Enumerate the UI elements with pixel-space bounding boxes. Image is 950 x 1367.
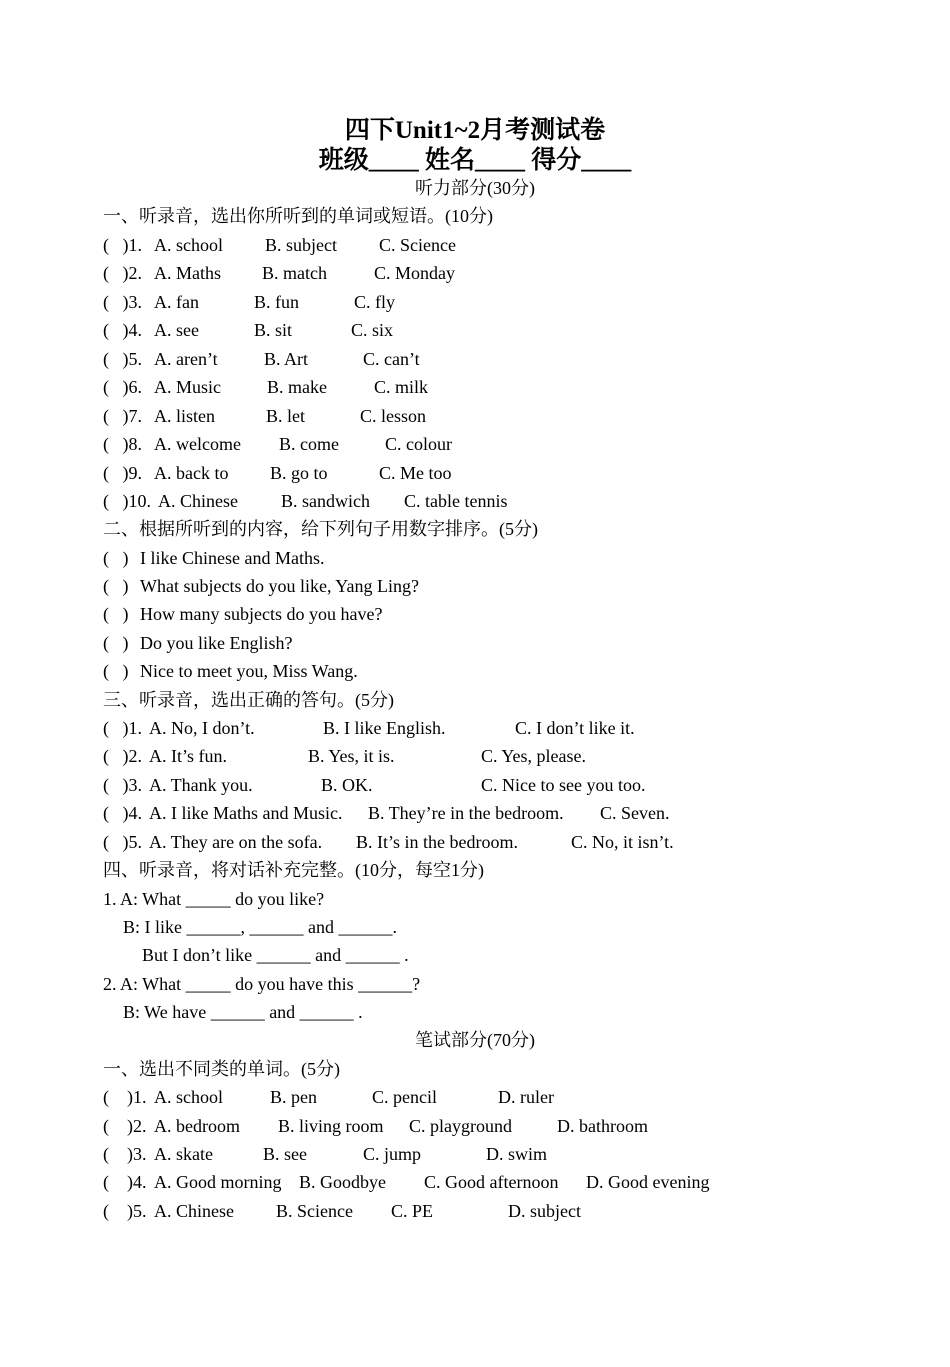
writing-section-heading: 笔试部分(70分) (415, 1030, 535, 1050)
option-c: C. lesson (360, 406, 427, 426)
option-a: A. Maths (154, 263, 221, 283)
option-b: B. I like English. (323, 718, 446, 738)
option-c: C. pencil (372, 1087, 437, 1107)
dialogue-line: 1. A: What _____ do you like? (103, 889, 325, 909)
option-a: A. No, I don’t. (149, 718, 255, 738)
answer-blank: ( ) (103, 661, 129, 681)
writing-part1-heading: 一、选出不同类的单词。(5分) (103, 1059, 340, 1079)
option-a: A. I like Maths and Music. (149, 803, 343, 823)
option-d: D. swim (486, 1144, 548, 1164)
question-number: ( )8. (103, 434, 142, 454)
option-c: C. PE (391, 1201, 434, 1221)
option-b: B. see (263, 1144, 307, 1164)
option-a: A. Chinese (154, 1201, 234, 1221)
option-a: A. They are on the sofa. (149, 832, 323, 852)
option-d: D. bathroom (557, 1116, 648, 1136)
question-number: ( )3. (103, 775, 142, 795)
option-b: B. OK. (321, 775, 373, 795)
option-b: B. Art (264, 349, 309, 369)
question-number: ( )4. (103, 320, 142, 340)
answer-blank: ( ) (103, 548, 129, 568)
question-number: ( )6. (103, 377, 142, 397)
question-number: ( )2. (103, 746, 142, 766)
option-c: C. Me too (379, 463, 452, 483)
option-a: A. listen (154, 406, 215, 426)
option-a: A. It’s fun. (149, 746, 227, 766)
answer-blank: ( ) (103, 576, 129, 596)
option-b: B. Yes, it is. (308, 746, 395, 766)
option-c: C. six (351, 320, 394, 340)
option-c: C. Good afternoon (424, 1172, 559, 1192)
option-c: C. fly (354, 292, 396, 312)
option-a: A. school (154, 235, 223, 255)
question-number: ( )10. (103, 491, 151, 511)
option-b: B. subject (265, 235, 337, 255)
option-b: B. living room (278, 1116, 384, 1136)
question-number: ( )1. (103, 718, 142, 738)
option-a: A. Music (154, 377, 221, 397)
option-b: B. match (262, 263, 327, 283)
option-a: A. skate (154, 1144, 213, 1164)
option-c: C. table tennis (404, 491, 508, 511)
option-c: C. Seven. (600, 803, 670, 823)
option-c: C. playground (409, 1116, 512, 1136)
question-number: ( )5. (103, 832, 142, 852)
question-number: ( )4. (103, 1172, 147, 1192)
dialogue-line: 2. A: What _____ do you have this ______? (103, 974, 421, 994)
exam-title: 四下Unit1~2月考测试卷 (344, 117, 606, 144)
question-number: ( )1. (103, 235, 142, 255)
option-b: B. Goodbye (299, 1172, 386, 1192)
question-number: ( )7. (103, 406, 142, 426)
option-a: A. Good morning (154, 1172, 282, 1192)
option-c: C. jump (363, 1144, 422, 1164)
listening-part4-heading: 四、听录音，将对话补充完整。(10分，每空1分) (103, 860, 484, 880)
dialogue-line: B: I like ______, ______ and ______. (123, 917, 397, 937)
listening-section-heading: 听力部分(30分) (415, 178, 535, 198)
listening-part3-heading: 三、听录音，选出正确的答句。(5分) (103, 690, 394, 710)
dialogue-line: But I don’t like ______ and ______ . (142, 945, 409, 965)
option-c: C. Nice to see you too. (481, 775, 646, 795)
answer-blank: ( ) (103, 604, 129, 624)
listening-part2-heading: 二、根据所听到的内容，给下列句子用数字排序。(5分) (103, 519, 538, 539)
option-b: B. fun (254, 292, 299, 312)
option-a: A. school (154, 1087, 223, 1107)
dialogue-line: B: We have ______ and ______ . (123, 1002, 363, 1022)
student-info-line: 班级____ 姓名____ 得分____ (318, 147, 632, 174)
option-c: C. I don’t like it. (515, 718, 635, 738)
option-b: B. let (266, 406, 305, 426)
option-b: B. sandwich (281, 491, 370, 511)
option-c: C. Monday (374, 263, 455, 283)
sentence-text: What subjects do you like, Yang Ling? (140, 576, 419, 596)
question-number: ( )2. (103, 1116, 147, 1136)
sentence-text: I like Chinese and Maths. (140, 548, 325, 568)
option-c: C. can’t (363, 349, 420, 369)
question-number: ( )5. (103, 349, 142, 369)
option-a: A. back to (154, 463, 229, 483)
option-d: D. ruler (498, 1087, 554, 1107)
option-a: A. Thank you. (149, 775, 253, 795)
option-b: B. It’s in the bedroom. (356, 832, 518, 852)
question-number: ( )4. (103, 803, 142, 823)
answer-blank: ( ) (103, 633, 129, 653)
sentence-text: Nice to meet you, Miss Wang. (140, 661, 358, 681)
option-c: C. colour (385, 434, 452, 454)
option-a: A. bedroom (154, 1116, 240, 1136)
option-c: C. milk (374, 377, 429, 397)
question-number: ( )3. (103, 292, 142, 312)
question-number: ( )2. (103, 263, 142, 283)
option-c: C. Yes, please. (481, 746, 587, 766)
option-c: C. No, it isn’t. (571, 832, 674, 852)
option-a: A. welcome (154, 434, 241, 454)
option-b: B. pen (270, 1087, 317, 1107)
option-a: A. see (154, 320, 199, 340)
sentence-text: How many subjects do you have? (140, 604, 383, 624)
option-b: B. Science (276, 1201, 353, 1221)
option-a: A. fan (154, 292, 199, 312)
question-number: ( )5. (103, 1201, 147, 1221)
option-d: D. Good evening (586, 1172, 710, 1192)
option-b: B. come (279, 434, 339, 454)
listening-part1-heading: 一、听录音，选出你所听到的单词或短语。(10分) (103, 206, 493, 226)
option-a: A. aren’t (154, 349, 218, 369)
option-b: B. make (267, 377, 327, 397)
option-c: C. Science (379, 235, 456, 255)
option-b: B. sit (254, 320, 293, 340)
question-number: ( )9. (103, 463, 142, 483)
option-a: A. Chinese (158, 491, 238, 511)
question-number: ( )1. (103, 1087, 147, 1107)
option-d: D. subject (508, 1201, 581, 1221)
question-number: ( )3. (103, 1144, 147, 1164)
option-b: B. They’re in the bedroom. (368, 803, 564, 823)
sentence-text: Do you like English? (140, 633, 293, 653)
option-b: B. go to (270, 463, 328, 483)
